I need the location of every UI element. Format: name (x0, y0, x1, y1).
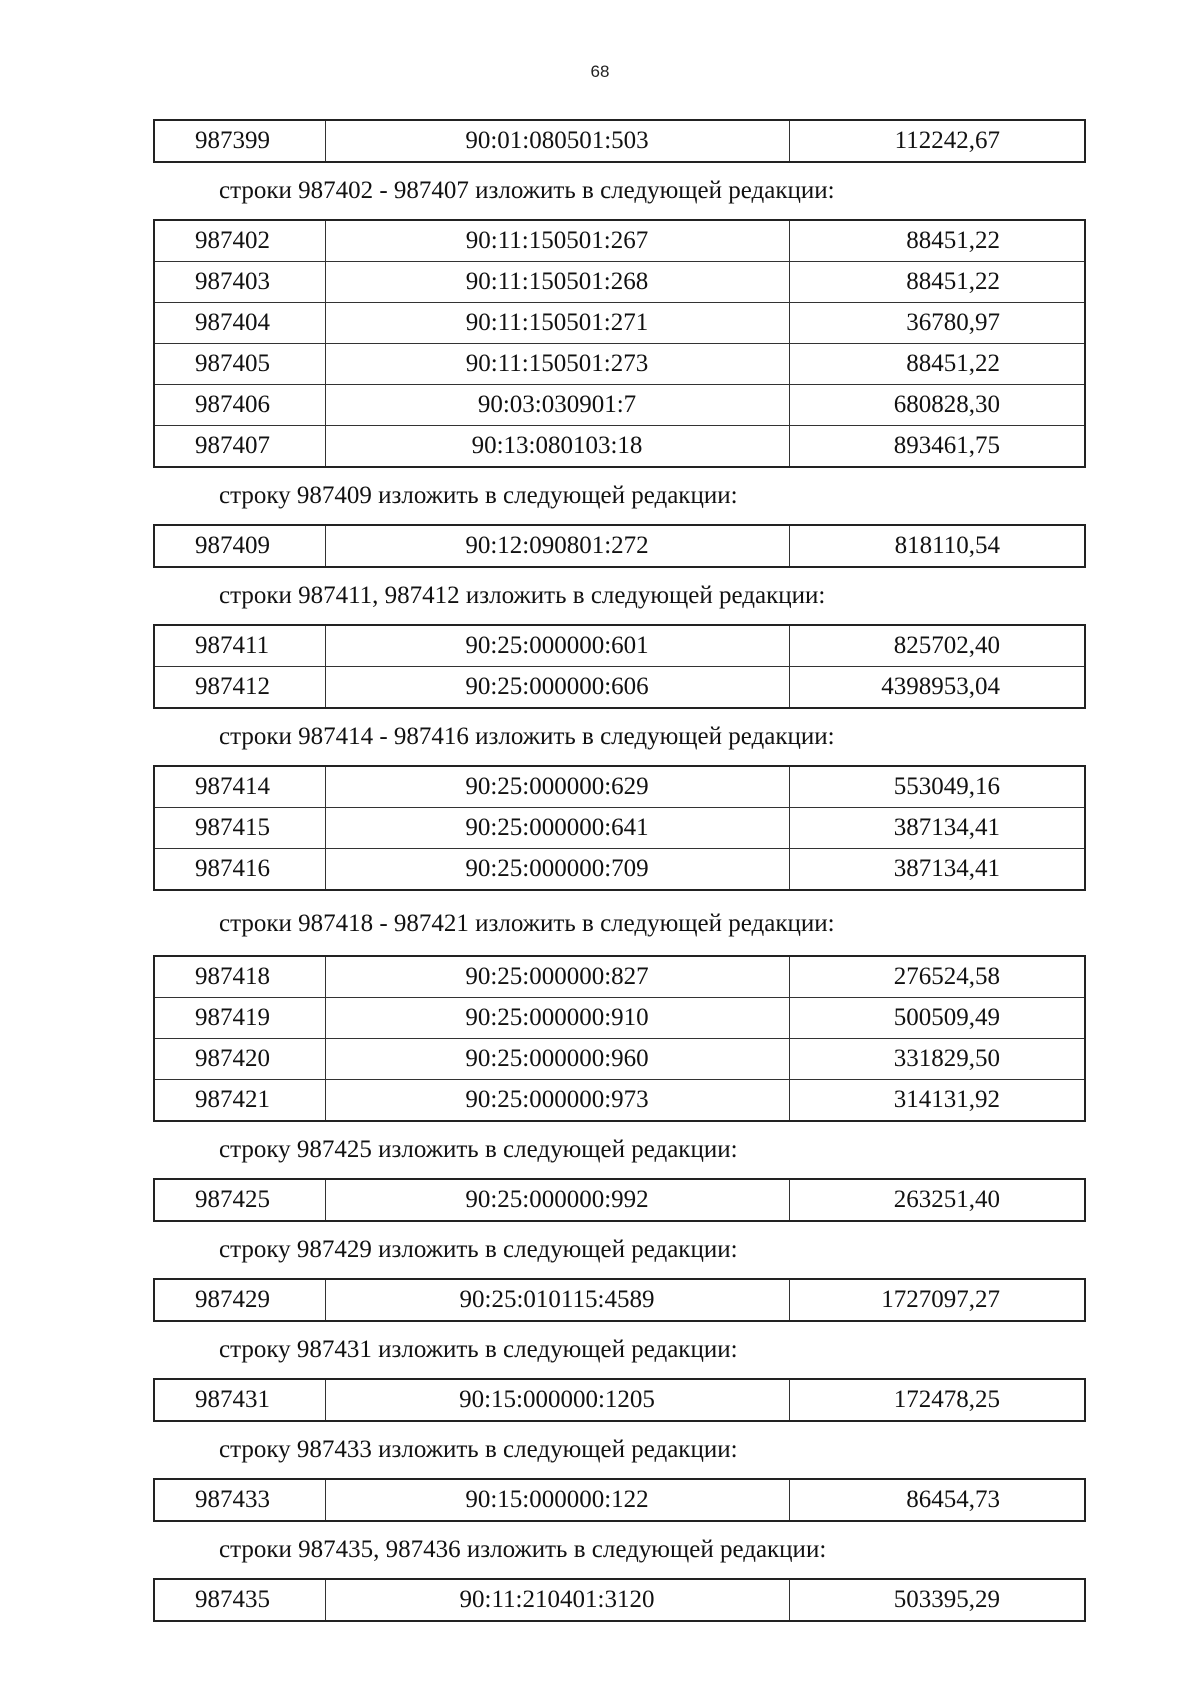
cadastral-number-cell: 90:11:150501:267 (325, 220, 789, 262)
value-cell: 893461,75 (789, 426, 1085, 468)
value-cell: 4398953,04 (789, 667, 1085, 709)
amendment-table (153, 1478, 1086, 1522)
table-row (154, 625, 1085, 667)
row-id-cell: 987418 (154, 956, 325, 998)
cadastral-number-cell: 90:25:000000:973 (325, 1080, 789, 1122)
cadastral-number-cell: 90:03:030901:7 (325, 385, 789, 426)
table-row (154, 956, 1085, 998)
value-cell: 88451,22 (789, 220, 1085, 262)
value-cell: 553049,16 (789, 766, 1085, 808)
document-body (153, 119, 1083, 1622)
value-cell: 818110,54 (789, 525, 1085, 567)
value-cell: 276524,58 (789, 956, 1085, 998)
page-number: 68 (590, 62, 610, 81)
table-row (154, 344, 1085, 385)
cadastral-number-cell: 90:11:150501:271 (325, 303, 789, 344)
amendment-table (153, 1278, 1086, 1322)
table-row (154, 766, 1085, 808)
amendment-table (153, 1578, 1086, 1622)
value-cell: 387134,41 (789, 849, 1085, 891)
amendment-instruction: строку 987433 изложить в следующей редакции: (219, 1436, 738, 1463)
value-cell: 1727097,27 (789, 1279, 1085, 1321)
cadastral-number-cell: 90:25:000000:960 (325, 1039, 789, 1080)
amendment-table (153, 119, 1086, 163)
cadastral-number-cell: 90:11:150501:273 (325, 344, 789, 385)
amendment-instruction: строку 987425 изложить в следующей редакции: (219, 1136, 738, 1163)
cadastral-number-cell: 90:01:080501:503 (325, 120, 789, 162)
table-row (154, 525, 1085, 567)
row-id-cell: 987412 (154, 667, 325, 709)
amendment-instruction: строки 987435, 987436 изложить в следующей редакции: (219, 1536, 827, 1563)
table-row (154, 1179, 1085, 1221)
table-row (154, 385, 1085, 426)
value-cell: 263251,40 (789, 1179, 1085, 1221)
amendment-table (153, 1378, 1086, 1422)
table-row (154, 1039, 1085, 1080)
table-row (154, 426, 1085, 468)
cadastral-number-cell: 90:25:000000:606 (325, 667, 789, 709)
amendment-table (153, 765, 1086, 891)
amendment-instruction: строки 987402 - 987407 изложить в следующей редакции: (219, 177, 835, 204)
row-id-cell: 987435 (154, 1579, 325, 1621)
value-cell: 503395,29 (789, 1579, 1085, 1621)
amendment-table (153, 624, 1086, 709)
row-id-cell: 987411 (154, 625, 325, 667)
cadastral-number-cell: 90:15:000000:1205 (325, 1379, 789, 1421)
amendment-table (153, 1178, 1086, 1222)
amendment-table (153, 955, 1086, 1122)
row-id-cell: 987403 (154, 262, 325, 303)
value-cell: 86454,73 (789, 1479, 1085, 1521)
value-cell: 500509,49 (789, 998, 1085, 1039)
value-cell: 88451,22 (789, 344, 1085, 385)
amendment-instruction: строку 987431 изложить в следующей редакции: (219, 1336, 738, 1363)
value-cell: 88451,22 (789, 262, 1085, 303)
amendment-instruction: строку 987429 изложить в следующей редакции: (219, 1236, 738, 1263)
cadastral-number-cell: 90:25:000000:629 (325, 766, 789, 808)
amendment-instruction: строку 987409 изложить в следующей редакции: (219, 482, 738, 509)
amendment-instruction: строки 987414 - 987416 изложить в следующей редакции: (219, 723, 835, 750)
row-id-cell: 987415 (154, 808, 325, 849)
cadastral-number-cell: 90:25:000000:709 (325, 849, 789, 891)
cadastral-number-cell: 90:25:000000:827 (325, 956, 789, 998)
table-row (154, 1279, 1085, 1321)
table-row (154, 303, 1085, 344)
value-cell: 172478,25 (789, 1379, 1085, 1421)
row-id-cell: 987433 (154, 1479, 325, 1521)
cadastral-number-cell: 90:15:000000:122 (325, 1479, 789, 1521)
value-cell: 112242,67 (789, 120, 1085, 162)
value-cell: 331829,50 (789, 1039, 1085, 1080)
row-id-cell: 987420 (154, 1039, 325, 1080)
table-row (154, 220, 1085, 262)
row-id-cell: 987419 (154, 998, 325, 1039)
row-id-cell: 987406 (154, 385, 325, 426)
row-id-cell: 987431 (154, 1379, 325, 1421)
row-id-cell: 987416 (154, 849, 325, 891)
cadastral-number-cell: 90:25:010115:4589 (325, 1279, 789, 1321)
amendment-table (153, 219, 1086, 468)
value-cell: 680828,30 (789, 385, 1085, 426)
table-row (154, 262, 1085, 303)
row-id-cell: 987409 (154, 525, 325, 567)
table-row (154, 1379, 1085, 1421)
row-id-cell: 987404 (154, 303, 325, 344)
cadastral-number-cell: 90:13:080103:18 (325, 426, 789, 468)
table-row (154, 1080, 1085, 1122)
cadastral-number-cell: 90:12:090801:272 (325, 525, 789, 567)
table-row (154, 667, 1085, 709)
row-id-cell: 987399 (154, 120, 325, 162)
table-row (154, 808, 1085, 849)
table-row (154, 1479, 1085, 1521)
table-row (154, 849, 1085, 891)
amendment-instruction: строки 987411, 987412 изложить в следующей редакции: (219, 582, 826, 609)
row-id-cell: 987421 (154, 1080, 325, 1122)
row-id-cell: 987402 (154, 220, 325, 262)
value-cell: 36780,97 (789, 303, 1085, 344)
value-cell: 825702,40 (789, 625, 1085, 667)
cadastral-number-cell: 90:25:000000:910 (325, 998, 789, 1039)
cadastral-number-cell: 90:25:000000:992 (325, 1179, 789, 1221)
amendment-table (153, 524, 1086, 568)
row-id-cell: 987414 (154, 766, 325, 808)
row-id-cell: 987407 (154, 426, 325, 468)
cadastral-number-cell: 90:11:210401:3120 (325, 1579, 789, 1621)
amendment-instruction: строки 987418 - 987421 изложить в следующей редакции: (219, 910, 835, 937)
table-row (154, 120, 1085, 162)
cadastral-number-cell: 90:11:150501:268 (325, 262, 789, 303)
cadastral-number-cell: 90:25:000000:601 (325, 625, 789, 667)
row-id-cell: 987405 (154, 344, 325, 385)
cadastral-number-cell: 90:25:000000:641 (325, 808, 789, 849)
row-id-cell: 987429 (154, 1279, 325, 1321)
row-id-cell: 987425 (154, 1179, 325, 1221)
value-cell: 314131,92 (789, 1080, 1085, 1122)
table-row (154, 998, 1085, 1039)
value-cell: 387134,41 (789, 808, 1085, 849)
table-row (154, 1579, 1085, 1621)
